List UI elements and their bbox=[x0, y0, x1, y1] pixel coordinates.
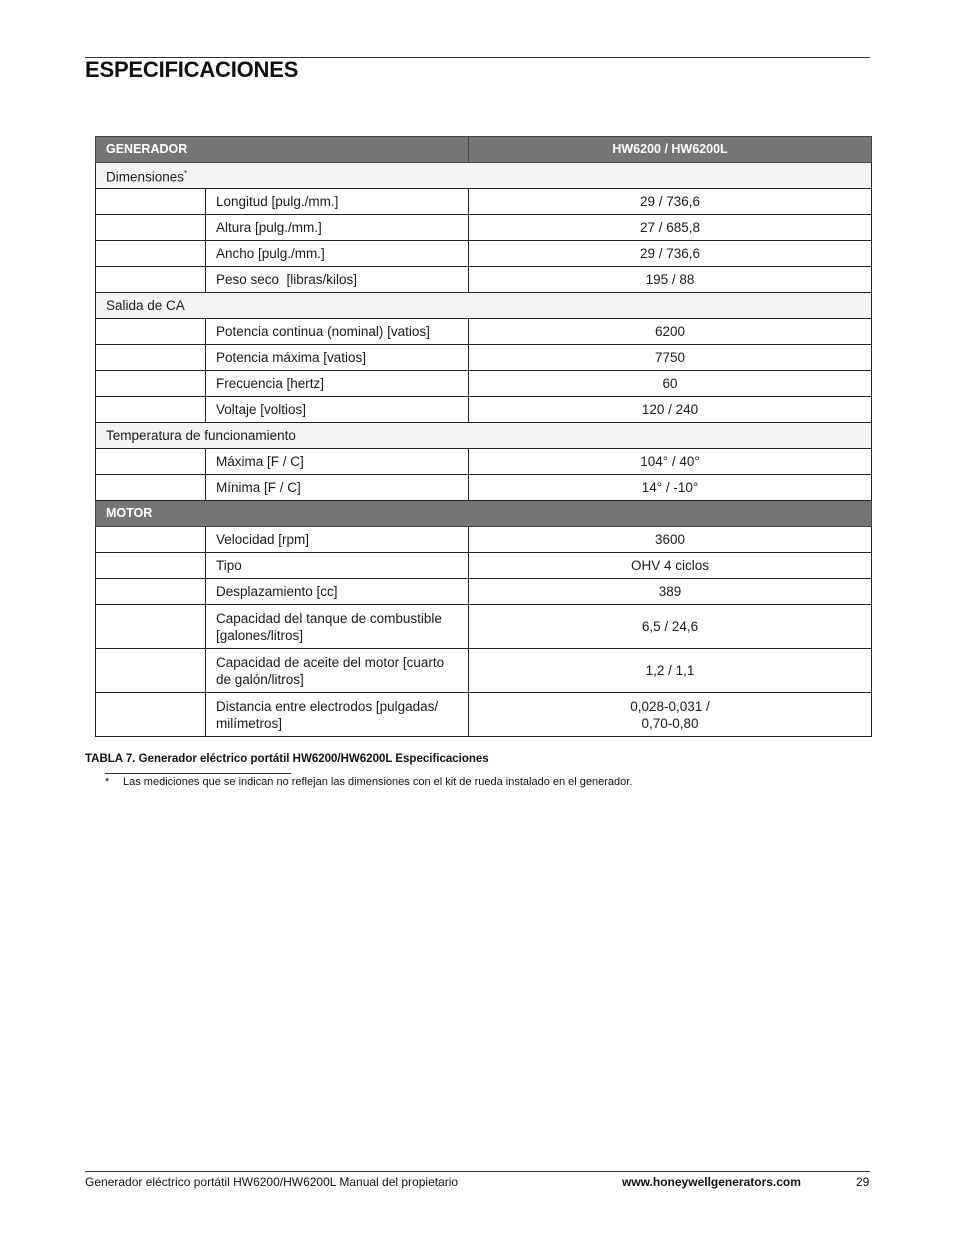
row-value: 60 bbox=[469, 371, 872, 397]
row-label: Mínima [F / C] bbox=[206, 475, 469, 501]
footer-url[interactable]: www.honeywellgenerators.com bbox=[622, 1175, 801, 1189]
row-value: 6200 bbox=[469, 319, 872, 345]
table-row bbox=[96, 267, 872, 293]
row-value: 195 / 88 bbox=[469, 267, 872, 293]
table-row bbox=[96, 553, 872, 579]
table-row bbox=[96, 475, 872, 501]
table-row bbox=[96, 241, 872, 267]
footer-manual-title: Generador eléctrico portátil HW6200/HW6200L Manual del propietario bbox=[85, 1175, 459, 1189]
row-label: Ancho [pulg./mm.] bbox=[206, 241, 469, 267]
row-label-line: Capacidad de aceite del motor [cuarto bbox=[216, 654, 445, 670]
row-label-line: [galones/litros] bbox=[216, 627, 304, 643]
row-value: 29 / 736,6 bbox=[469, 241, 872, 267]
table-row bbox=[96, 449, 872, 475]
section-label: Dimensiones bbox=[106, 169, 185, 185]
motor-header-row bbox=[96, 501, 872, 527]
header-motor: MOTOR bbox=[96, 501, 872, 527]
section-ac-output bbox=[96, 293, 872, 319]
table-row bbox=[96, 397, 872, 423]
footnote bbox=[105, 776, 632, 788]
table-row bbox=[96, 579, 872, 605]
row-value: 1,2 / 1,1 bbox=[469, 649, 872, 693]
row-value: 3600 bbox=[469, 527, 872, 553]
row-label: Tipo bbox=[206, 553, 469, 579]
row-value: 6,5 / 24,6 bbox=[469, 605, 872, 649]
row-label-line: Capacidad del tanque de combustible bbox=[216, 610, 442, 626]
row-value: 14° / -10° bbox=[469, 475, 872, 501]
page-number: 29 bbox=[856, 1175, 870, 1189]
row-label-line: milímetros] bbox=[216, 715, 283, 731]
row-label: Potencia máxima [vatios] bbox=[206, 345, 469, 371]
table-caption: TABLA 7. Generador eléctrico portátil HW6200/HW6200L Especificaciones bbox=[85, 753, 489, 765]
footnote-mark: * bbox=[105, 776, 110, 788]
row-value: 7750 bbox=[469, 345, 872, 371]
spec-table bbox=[95, 136, 872, 737]
row-value: 27 / 685,8 bbox=[469, 215, 872, 241]
table-row bbox=[96, 215, 872, 241]
row-label: Frecuencia [hertz] bbox=[206, 371, 469, 397]
footnote-text: Las mediciones que se indican no reflejan las dimensiones con el kit de rueda instalado en el generador. bbox=[123, 776, 633, 788]
row-value bbox=[469, 693, 872, 737]
section-label: Temperatura de funcionamiento bbox=[96, 423, 872, 449]
page-title: ESPECIFICACIONES bbox=[85, 57, 299, 82]
table-row bbox=[96, 345, 872, 371]
header-model: HW6200 / HW6200L bbox=[469, 137, 872, 163]
row-value: 389 bbox=[469, 579, 872, 605]
row-label bbox=[206, 693, 469, 737]
row-label: Desplazamiento [cc] bbox=[206, 579, 469, 605]
row-value-line: 0,028-0,031 / bbox=[630, 698, 710, 714]
table-row bbox=[96, 319, 872, 345]
row-label-line: Distancia entre electrodos [pulgadas/ bbox=[216, 698, 439, 714]
row-value: OHV 4 ciclos bbox=[469, 553, 872, 579]
row-value: 29 / 736,6 bbox=[469, 189, 872, 215]
table-row bbox=[96, 527, 872, 553]
table-row bbox=[96, 693, 872, 737]
row-value: 120 / 240 bbox=[469, 397, 872, 423]
table-row bbox=[96, 371, 872, 397]
section-dimensions bbox=[96, 163, 872, 189]
row-label: Potencia continua (nominal) [vatios] bbox=[206, 319, 469, 345]
row-label: Longitud [pulg./mm.] bbox=[206, 189, 469, 215]
row-label bbox=[206, 649, 469, 693]
table-row bbox=[96, 605, 872, 649]
table-header-row bbox=[96, 137, 872, 163]
row-value: 104° / 40° bbox=[469, 449, 872, 475]
section-label: Salida de CA bbox=[96, 293, 872, 319]
row-label bbox=[206, 605, 469, 649]
row-label: Velocidad [rpm] bbox=[206, 527, 469, 553]
row-label: Altura [pulg./mm.] bbox=[206, 215, 469, 241]
table-row bbox=[96, 649, 872, 693]
header-generator: GENERADOR bbox=[96, 137, 469, 163]
row-label: Peso seco [libras/kilos] bbox=[206, 267, 469, 293]
footnote-marker: * bbox=[184, 169, 188, 179]
section-operating-temp bbox=[96, 423, 872, 449]
row-label: Máxima [F / C] bbox=[206, 449, 469, 475]
bottom-rule bbox=[85, 1171, 870, 1172]
footnote-rule bbox=[105, 773, 291, 774]
row-value-line: 0,70-0,80 bbox=[641, 715, 699, 731]
row-label-line: de galón/litros] bbox=[216, 671, 304, 687]
table-row bbox=[96, 189, 872, 215]
row-label: Voltaje [voltios] bbox=[206, 397, 469, 423]
